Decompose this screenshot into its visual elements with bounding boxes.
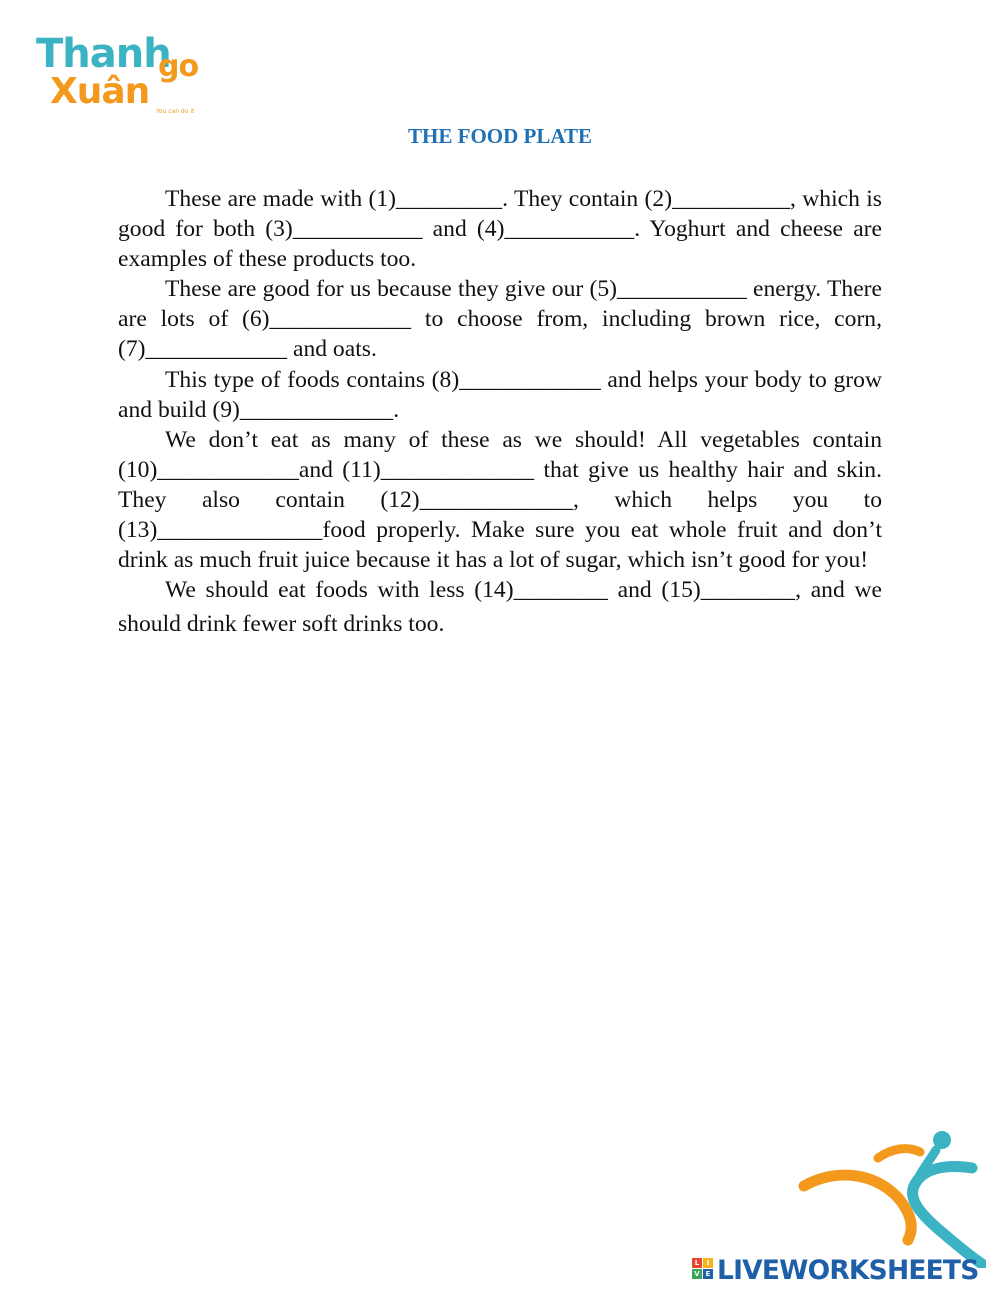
paragraph-5: We should eat foods with less (14)________ and (15)________, and we should drink fewer soft drinks too.: [118, 577, 882, 638]
badge-letter-i: I: [703, 1258, 713, 1268]
badge-letter-l: L: [692, 1258, 702, 1268]
figure-arm-orange: [804, 1175, 911, 1240]
liveworksheets-wordmark: LIVEWORKSHEETS: [717, 1255, 979, 1286]
badge-letter-e: E: [703, 1269, 713, 1279]
worksheet-title: THE FOOD PLATE: [408, 124, 592, 148]
logo-accent: go: [158, 49, 199, 84]
liveworksheets-logo: [692, 1254, 992, 1288]
paragraph-3: This type of foods contains (8)____________ and helps your body to grow and build (9)_____________.: [118, 366, 882, 423]
live-badge-icon: [692, 1258, 714, 1280]
figure-arm-upper: [878, 1149, 920, 1158]
thanhxuan-logo: [34, 30, 224, 120]
logo-line1: Thanh: [36, 31, 171, 77]
passage: [118, 184, 882, 641]
paragraph-4: We don’t eat as many of these as we should! All vegetables contain (10)____________and (11)_____________ that give us healthy hair and skin. They also contain (12)_____________, which helps you to (13)______________food properly. Make sure you eat whole fruit and don’t drink as much fruit juice because it has a lot of sugar, which isn’t good for you!: [118, 426, 882, 574]
logo-line2: Xuân: [50, 71, 150, 112]
badge-letter-v: V: [692, 1269, 702, 1279]
paragraph-1: These are made with (1)_________. They contain (2)__________, which is good for both (3)___________ and (4)___________. Yoghurt and cheese are examples of these products too.: [118, 186, 882, 273]
figure-body-teal: [913, 1167, 982, 1264]
paragraph-2: These are good for us because they give our (5)___________ energy. There are lots of (6)____________ to choose from, including brown rice, corn, (7)____________ and oats.: [118, 276, 882, 363]
logo-tagline: You can do it: [156, 108, 195, 115]
running-figure-icon: [796, 1128, 986, 1268]
